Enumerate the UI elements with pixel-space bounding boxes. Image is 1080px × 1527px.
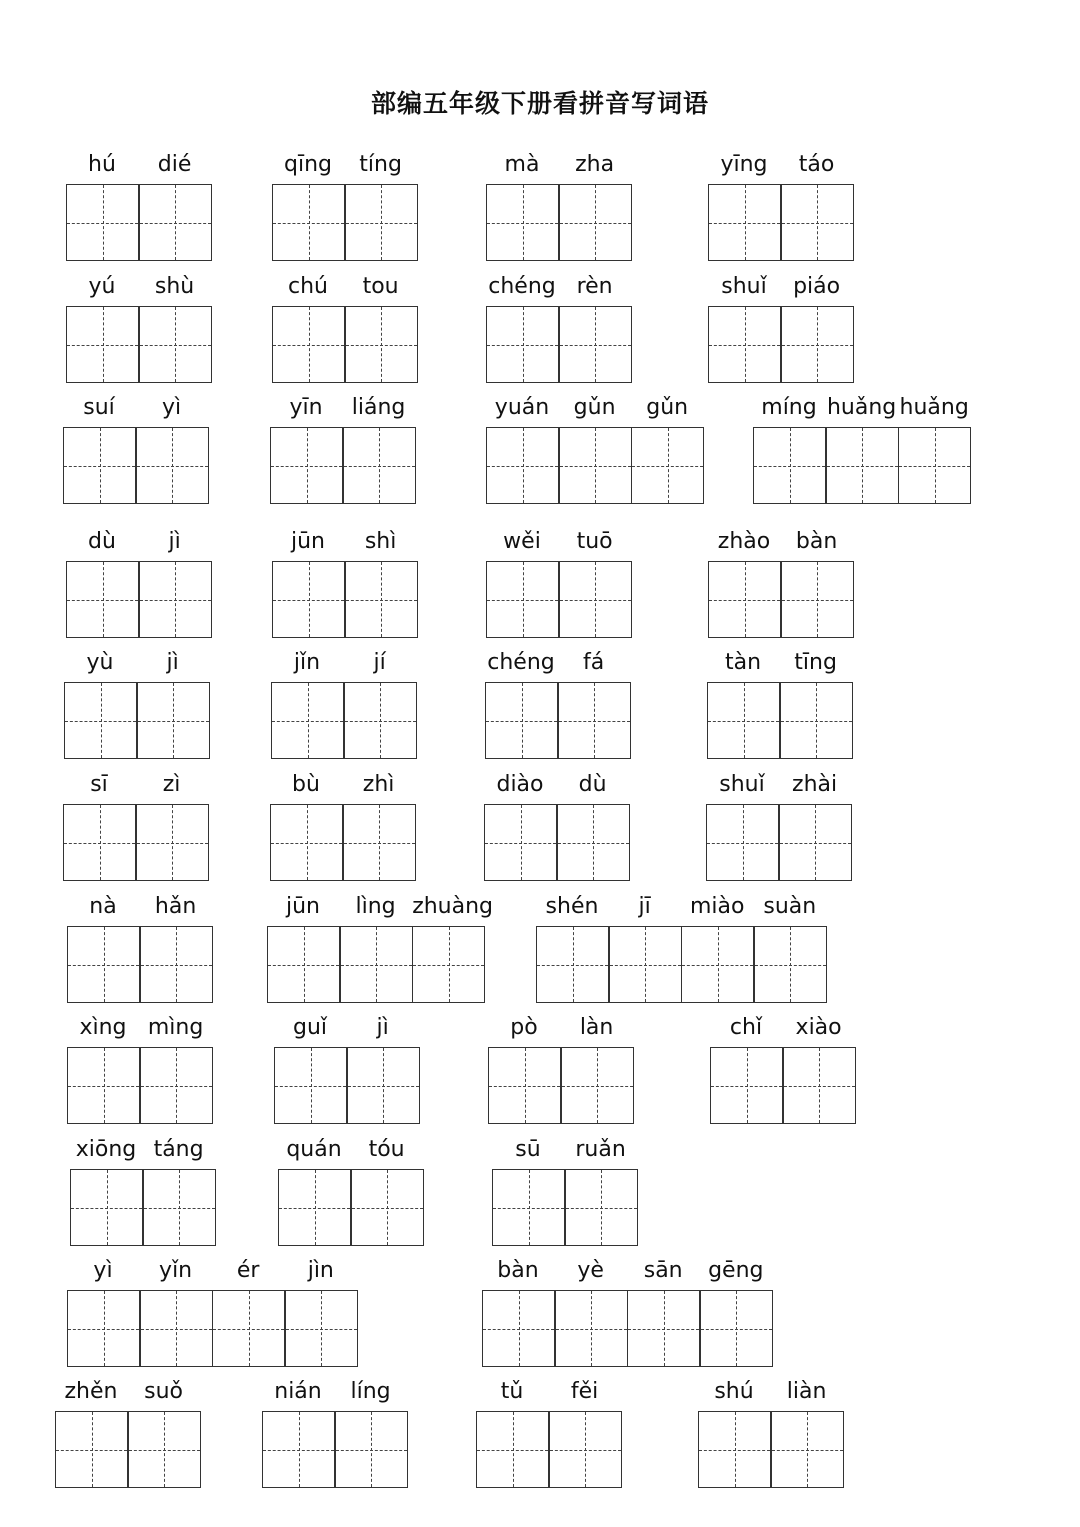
character-writing-box[interactable] — [345, 306, 418, 383]
character-writing-box[interactable] — [345, 184, 418, 261]
pinyin-syllable: huǎng — [826, 395, 897, 420]
pinyin-syllable: hǎn — [154, 894, 197, 919]
pinyin-syllable: qīng — [284, 152, 332, 177]
pinyin-syllable: yú — [88, 274, 116, 299]
pinyin-syllable: zhì — [362, 772, 395, 797]
character-writing-box[interactable] — [536, 926, 609, 1003]
pinyin-syllable: jìn — [307, 1258, 334, 1283]
pinyin-syllable: zhěn — [64, 1379, 118, 1404]
pinyin-syllable: ér — [236, 1258, 260, 1283]
character-writing-box[interactable] — [631, 427, 704, 504]
character-writing-box[interactable] — [559, 561, 632, 638]
character-writing-box[interactable] — [351, 1169, 424, 1246]
character-writing-box[interactable] — [559, 427, 632, 504]
pinyin-syllable: zha — [575, 152, 615, 177]
character-writing-box[interactable] — [335, 1411, 408, 1488]
character-writing-box[interactable] — [270, 804, 343, 881]
pinyin-syllable: zhuàng — [412, 894, 494, 919]
pinyin-syllable: jì — [166, 650, 179, 675]
character-writing-box[interactable] — [565, 1169, 638, 1246]
pinyin-syllable: pò — [510, 1015, 538, 1040]
character-writing-box[interactable] — [708, 561, 781, 638]
pinyin-syllable: ruǎn — [575, 1137, 626, 1162]
character-writing-box[interactable] — [63, 804, 136, 881]
character-writing-box[interactable] — [488, 1047, 561, 1124]
character-writing-box[interactable] — [559, 306, 632, 383]
character-writing-box[interactable] — [67, 1047, 140, 1124]
character-writing-box[interactable] — [271, 682, 344, 759]
character-writing-box[interactable] — [779, 804, 852, 881]
character-writing-box[interactable] — [66, 306, 139, 383]
character-writing-box[interactable] — [557, 804, 630, 881]
character-writing-box[interactable] — [347, 1047, 420, 1124]
pinyin-syllable: fěi — [570, 1379, 599, 1404]
pinyin-syllable: sī — [90, 772, 108, 797]
character-writing-box[interactable] — [482, 1290, 555, 1367]
character-writing-box[interactable] — [898, 427, 971, 504]
pinyin-syllable: nián — [274, 1379, 322, 1404]
pinyin-syllable: chéng — [488, 274, 556, 299]
character-writing-box[interactable] — [270, 427, 343, 504]
pinyin-syllable: mìng — [147, 1015, 204, 1040]
character-writing-box[interactable] — [66, 184, 139, 261]
pinyin-syllable: lìng — [355, 894, 396, 919]
character-writing-box[interactable] — [706, 804, 779, 881]
pinyin-syllable: shì — [364, 529, 397, 554]
pinyin-syllable: yì — [93, 1258, 113, 1283]
character-writing-box[interactable] — [476, 1411, 549, 1488]
character-writing-box[interactable] — [272, 561, 345, 638]
pinyin-syllable: dié — [157, 152, 192, 177]
pinyin-syllable: míng — [761, 395, 817, 420]
pinyin-syllable: xiōng — [75, 1137, 137, 1162]
character-writing-box[interactable] — [707, 682, 780, 759]
character-writing-box[interactable] — [780, 682, 853, 759]
character-writing-box[interactable] — [412, 926, 485, 1003]
character-writing-box[interactable] — [285, 1290, 358, 1367]
character-writing-box[interactable] — [486, 184, 559, 261]
pinyin-syllable: zì — [162, 772, 181, 797]
character-writing-box[interactable] — [67, 1290, 140, 1367]
pinyin-syllable: wěi — [503, 529, 541, 554]
character-writing-box[interactable] — [272, 306, 345, 383]
pinyin-syllable: dù — [578, 772, 607, 797]
pinyin-syllable: jǐn — [293, 650, 321, 675]
character-writing-box[interactable] — [781, 306, 854, 383]
character-writing-box[interactable] — [781, 184, 854, 261]
pinyin-syllable: diào — [496, 772, 544, 797]
pinyin-syllable: liàn — [786, 1379, 827, 1404]
pinyin-syllable: chéng — [487, 650, 555, 675]
pinyin-syllable: tíng — [359, 152, 402, 177]
pinyin-syllable: yīng — [720, 152, 768, 177]
character-writing-box[interactable] — [140, 1047, 213, 1124]
character-writing-box[interactable] — [272, 184, 345, 261]
pinyin-syllable: yù — [86, 650, 114, 675]
pinyin-syllable: yǐn — [159, 1258, 193, 1283]
character-writing-box[interactable] — [212, 1290, 285, 1367]
character-writing-box[interactable] — [609, 926, 682, 1003]
pinyin-syllable: bàn — [497, 1258, 539, 1283]
pinyin-syllable: mà — [504, 152, 540, 177]
character-writing-box[interactable] — [140, 926, 213, 1003]
character-writing-box[interactable] — [771, 1411, 844, 1488]
character-writing-box[interactable] — [340, 926, 413, 1003]
character-writing-box[interactable] — [826, 427, 899, 504]
pinyin-syllable: yīn — [289, 395, 323, 420]
pinyin-syllable: yì — [162, 395, 182, 420]
pinyin-syllable: yè — [577, 1258, 604, 1283]
character-writing-box[interactable] — [627, 1290, 700, 1367]
character-writing-box[interactable] — [708, 306, 781, 383]
character-writing-box[interactable] — [139, 306, 212, 383]
character-writing-box[interactable] — [559, 184, 632, 261]
character-writing-box[interactable] — [700, 1290, 773, 1367]
pinyin-syllable: tóu — [368, 1137, 405, 1162]
page-title: 部编五年级下册看拼音写词语 — [370, 89, 709, 118]
pinyin-syllable: tuō — [576, 529, 613, 554]
pinyin-syllable: guǐ — [292, 1015, 328, 1040]
pinyin-syllable: shuǐ — [721, 274, 767, 299]
pinyin-syllable: sū — [515, 1137, 541, 1162]
character-writing-box[interactable] — [783, 1047, 856, 1124]
pinyin-syllable: tàn — [724, 650, 762, 675]
pinyin-syllable: jūn — [291, 529, 325, 554]
pinyin-syllable: bàn — [795, 529, 838, 554]
character-writing-box[interactable] — [66, 561, 139, 638]
character-writing-box[interactable] — [143, 1169, 216, 1246]
character-writing-box[interactable] — [484, 804, 557, 881]
character-writing-box[interactable] — [262, 1411, 335, 1488]
character-writing-box[interactable] — [708, 184, 781, 261]
pinyin-syllable: quán — [286, 1137, 342, 1162]
pinyin-syllable: suàn — [763, 894, 817, 919]
character-writing-box[interactable] — [754, 926, 827, 1003]
pinyin-syllable: xiào — [795, 1015, 842, 1040]
character-writing-box[interactable] — [486, 306, 559, 383]
character-writing-box[interactable] — [70, 1169, 143, 1246]
pinyin-syllable: suí — [83, 395, 115, 420]
pinyin-syllable: zhào — [717, 529, 771, 554]
pinyin-syllable: tǔ — [500, 1379, 524, 1404]
pinyin-syllable: sān — [643, 1258, 683, 1283]
pinyin-syllable: táng — [153, 1137, 204, 1162]
pinyin-syllable: líng — [350, 1379, 391, 1404]
character-writing-box[interactable] — [343, 804, 416, 881]
character-writing-box[interactable] — [139, 561, 212, 638]
pinyin-syllable: jì — [376, 1015, 389, 1040]
pinyin-syllable: hú — [88, 152, 116, 177]
pinyin-syllable: shú — [714, 1379, 754, 1404]
pinyin-syllable: jūn — [286, 894, 320, 919]
pinyin-syllable: chǐ — [729, 1015, 763, 1040]
character-writing-box[interactable] — [698, 1411, 771, 1488]
character-writing-box[interactable] — [681, 926, 754, 1003]
pinyin-syllable: shuǐ — [719, 772, 765, 797]
pinyin-syllable: gēng — [708, 1258, 764, 1283]
pinyin-syllable: miào — [689, 894, 745, 919]
pinyin-syllable: jī — [638, 894, 651, 919]
character-writing-box[interactable] — [63, 427, 136, 504]
character-writing-box[interactable] — [136, 427, 209, 504]
character-writing-box[interactable] — [139, 184, 212, 261]
pinyin-syllable: táo — [798, 152, 835, 177]
pinyin-syllable: zhài — [792, 772, 838, 797]
pinyin-syllable: huǎng — [899, 395, 969, 420]
character-writing-box[interactable] — [549, 1411, 622, 1488]
pinyin-syllable: liáng — [351, 395, 406, 420]
pinyin-syllable: làn — [579, 1015, 614, 1040]
pinyin-syllable: chú — [288, 274, 328, 299]
pinyin-syllable: piáo — [793, 274, 841, 299]
character-writing-box[interactable] — [558, 682, 631, 759]
character-writing-box[interactable] — [781, 561, 854, 638]
character-writing-box[interactable] — [278, 1169, 351, 1246]
character-writing-box[interactable] — [485, 682, 558, 759]
character-writing-box[interactable] — [555, 1290, 628, 1367]
pinyin-syllable: gǔn — [573, 395, 616, 420]
character-writing-box[interactable] — [486, 427, 559, 504]
character-writing-box[interactable] — [267, 926, 340, 1003]
pinyin-syllable: tou — [362, 274, 399, 299]
character-writing-box[interactable] — [561, 1047, 634, 1124]
pinyin-syllable: jì — [168, 529, 181, 554]
pinyin-syllable: xìng — [79, 1015, 127, 1040]
pinyin-syllable: dù — [88, 529, 116, 554]
character-writing-box[interactable] — [64, 682, 137, 759]
pinyin-syllable: gǔn — [646, 395, 689, 420]
character-writing-box[interactable] — [140, 1290, 213, 1367]
character-writing-box[interactable] — [274, 1047, 347, 1124]
pinyin-syllable: shù — [154, 274, 195, 299]
character-writing-box[interactable] — [492, 1169, 565, 1246]
pinyin-syllable: suǒ — [144, 1379, 184, 1404]
pinyin-syllable: rèn — [576, 274, 613, 299]
character-writing-box[interactable] — [137, 682, 210, 759]
character-writing-box[interactable] — [128, 1411, 201, 1488]
pinyin-syllable: shén — [545, 894, 599, 919]
character-writing-box[interactable] — [343, 427, 416, 504]
pinyin-syllable: bù — [292, 772, 320, 797]
pinyin-syllable: yuán — [494, 395, 550, 420]
character-writing-box[interactable] — [136, 804, 209, 881]
pinyin-syllable: nà — [89, 894, 117, 919]
character-writing-box[interactable] — [345, 561, 418, 638]
character-writing-box[interactable] — [710, 1047, 783, 1124]
character-writing-box[interactable] — [344, 682, 417, 759]
pinyin-syllable: fá — [582, 650, 605, 675]
pinyin-syllable: jí — [373, 650, 386, 675]
character-writing-box[interactable] — [55, 1411, 128, 1488]
character-writing-box[interactable] — [486, 561, 559, 638]
pinyin-syllable: tīng — [794, 650, 837, 675]
character-writing-box[interactable] — [67, 926, 140, 1003]
character-writing-box[interactable] — [753, 427, 826, 504]
